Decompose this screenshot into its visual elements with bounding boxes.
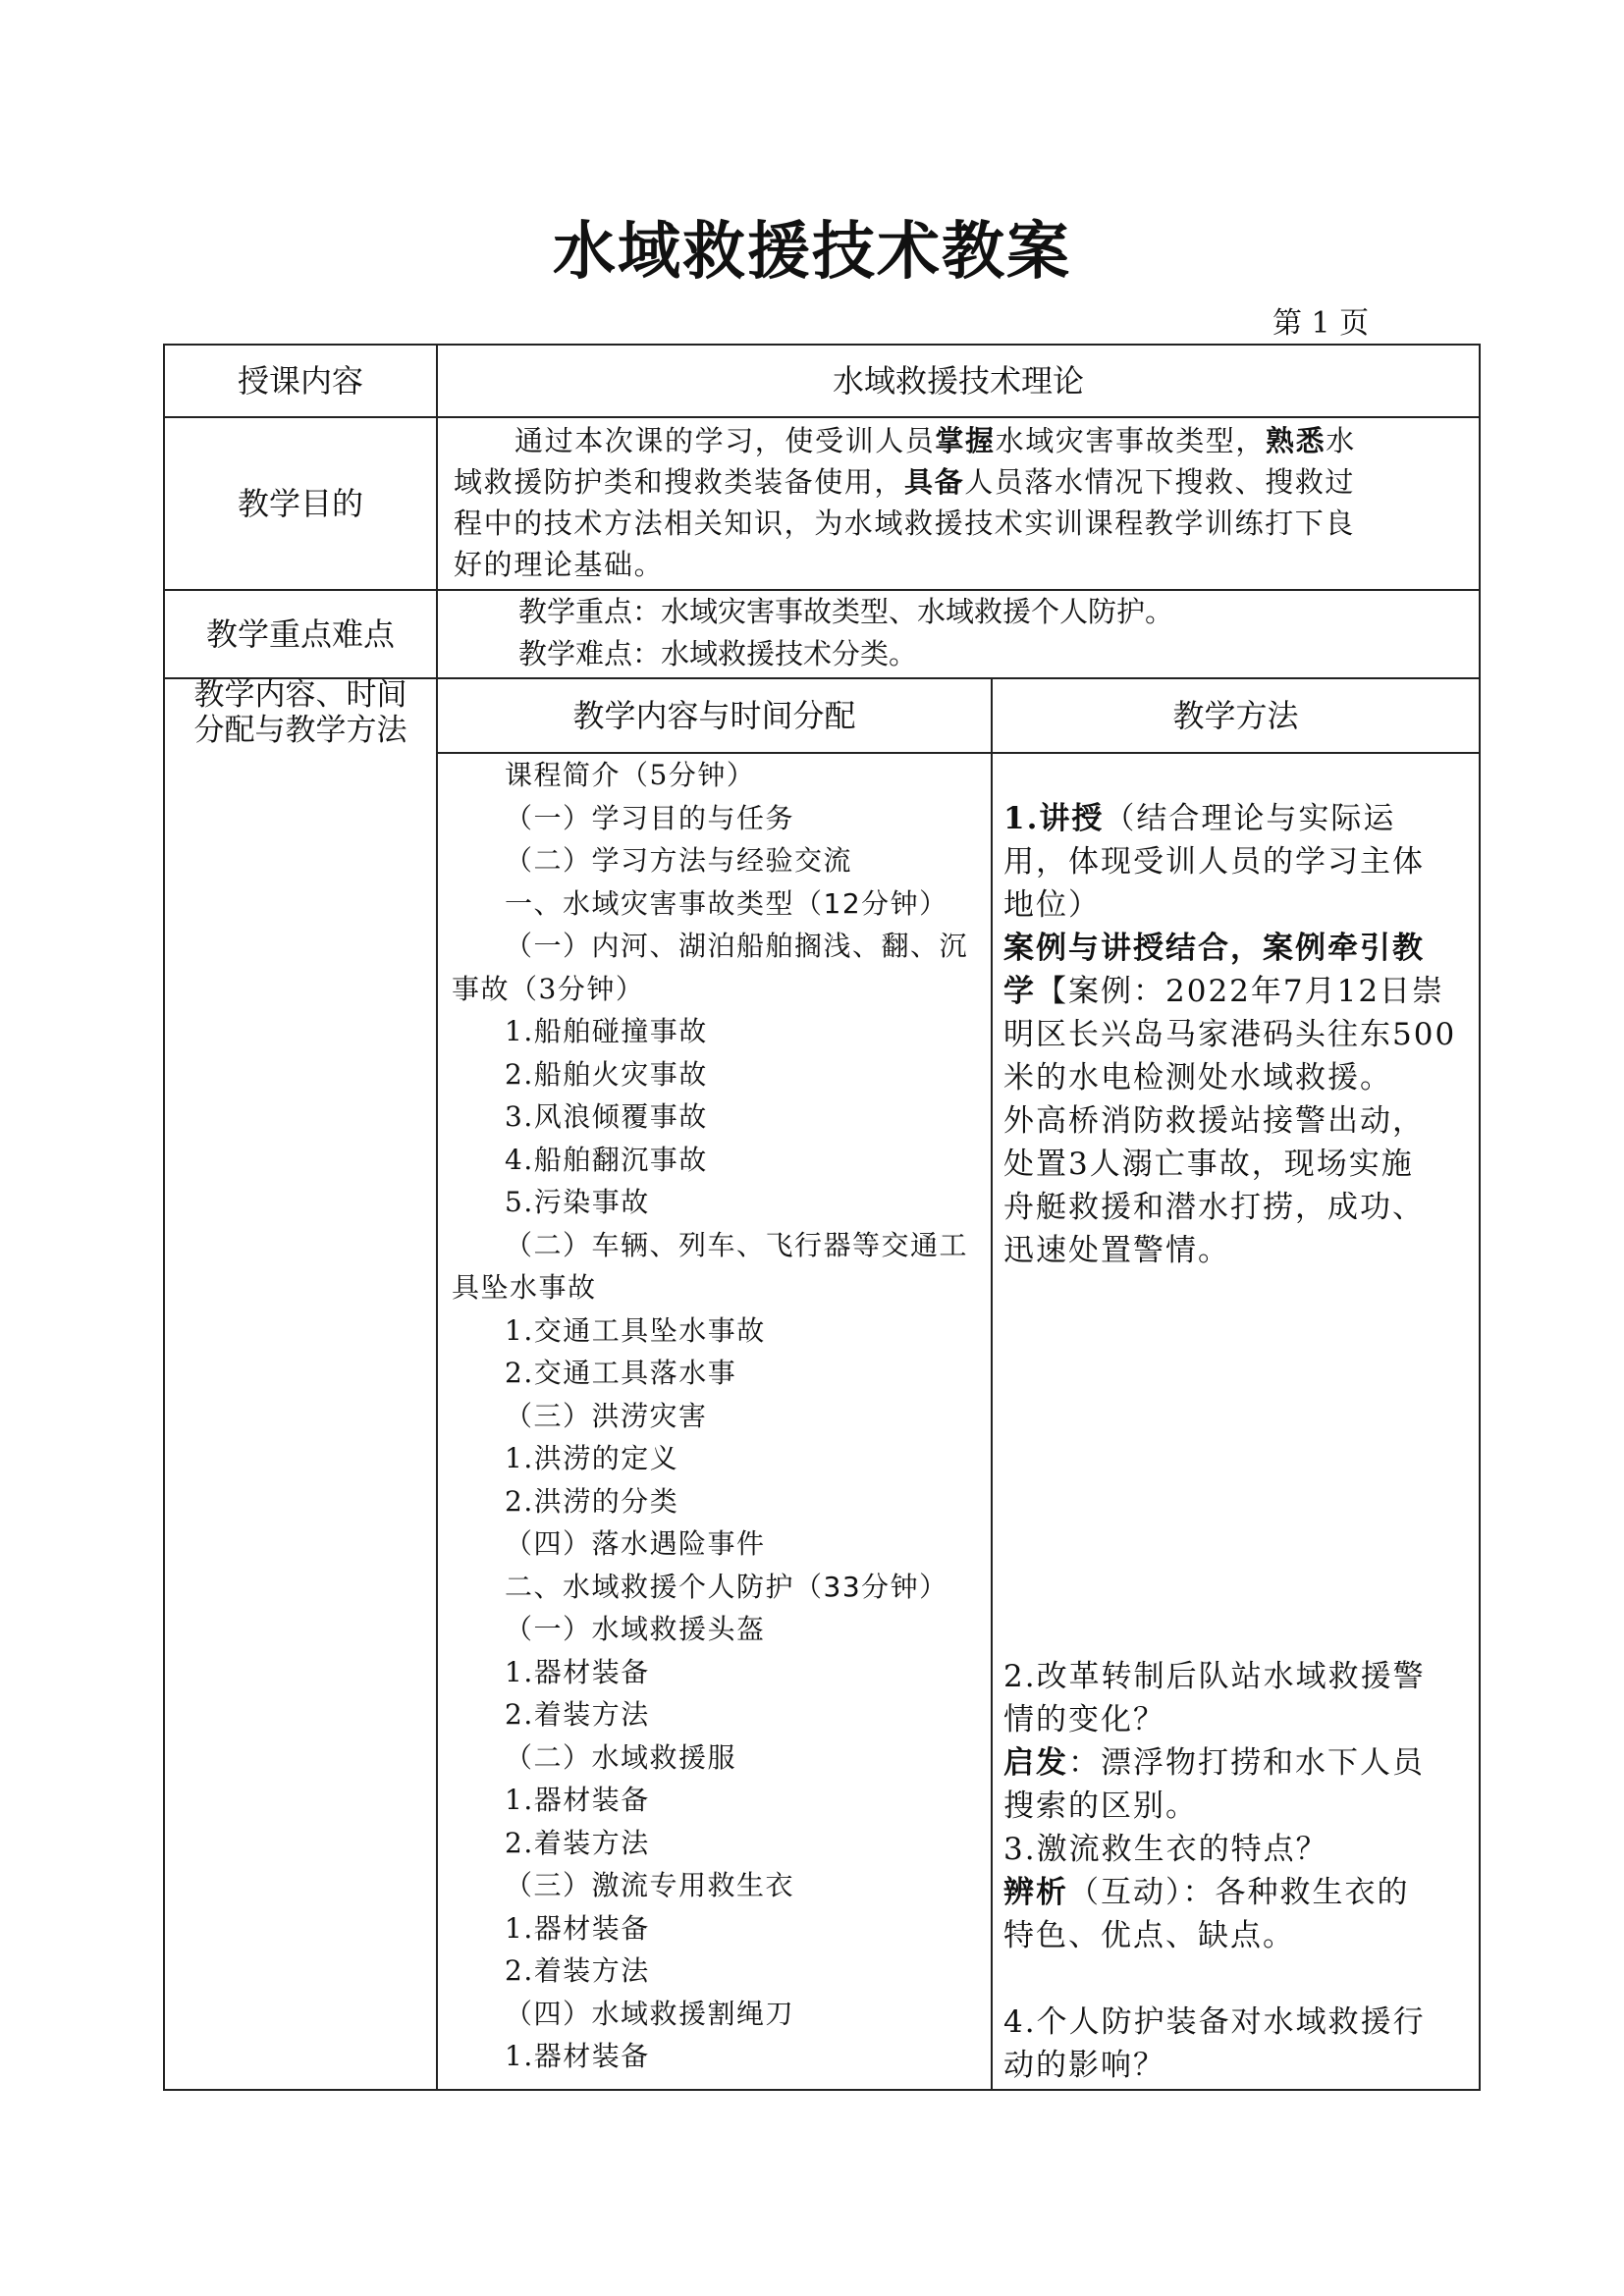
emphasis-text: 案例与讲授结合，案例牵引教 [1003,931,1425,966]
objective-line [454,461,1465,503]
table-rule [436,344,438,2091]
method-line [1003,1828,1328,1871]
method-line [1003,2044,1165,2087]
text-segment: 好的理论基础。 [454,548,665,581]
table-rule [1479,344,1481,2091]
text-segment: 迅速处置警情。 [1003,1233,1230,1268]
content-item: 事故（3分钟） [452,972,645,1005]
text-segment: 搜索的区别。 [1003,1789,1198,1824]
text-segment: 2.改革转制后队站水域救援警 [1003,1659,1426,1694]
document-title: 水域救援技术教案 [553,215,1071,289]
emphasis-text: 熟悉 [1266,424,1326,457]
text-segment: 通过本次课的学习，使受训人员 [514,424,936,457]
method-line [1003,1013,1456,1056]
text-segment: 水 [1326,424,1356,457]
content-item: （三）激流专用救生衣 [505,1869,795,1901]
method-line [1003,797,1395,840]
header-teaching-method: 教学方法 [1172,697,1299,734]
page-number: 第 1 页 [1272,306,1370,341]
content-item: 1.船舶碰撞事故 [505,1015,708,1047]
method-line [1003,1741,1425,1785]
text-segment: 【案例：2022年7月12日崇 [1036,974,1445,1009]
text-segment: 明区长兴岛马家港码头往东500 [1003,1017,1457,1052]
emphasis-text: 具备 [904,465,965,499]
difficult-points-text: 教学难点：水域救援技术分类。 [518,637,918,670]
text-segment: （互动）：各种救生衣的 [1068,1875,1410,1910]
objective-line [454,503,1465,544]
text-segment: 特色、优点、缺点。 [1003,1918,1295,1953]
content-item: 1.器材装备 [505,1784,650,1816]
content-item: 2.着装方法 [505,1698,650,1731]
method-line [1003,1056,1392,1099]
content-item: 5.污染事故 [505,1186,650,1218]
content-item: 1.器材装备 [505,1911,650,1945]
emphasis-text: 启发 [1003,1745,1068,1781]
emphasis-text: 学 [1003,974,1036,1009]
method-line [1003,1655,1426,1698]
content-item: （四）落水遇险事件 [505,1527,766,1560]
text-segment: 米的水电检测处水域救援。 [1003,1060,1392,1095]
content-item: 1.洪涝的定义 [505,1442,679,1474]
text-segment: 4.个人防护装备对水域救援行 [1003,2004,1426,2040]
table-rule [163,2089,1481,2091]
content-item: （一）内河、湖泊船舶搁浅、翻、沉 [505,930,969,962]
content-item: 1.交通工具坠水事故 [505,1313,766,1347]
text-segment: ：漂浮物打捞和水下人员 [1068,1745,1425,1781]
method-line [1003,2001,1426,2044]
text-segment: 动的影响？ [1003,2048,1165,2083]
key-points-text: 教学重点：水域灾害事故类型、水域救援个人防护。 [518,595,1174,628]
text-segment: 程中的技术方法相关知识，为水域救援技术实训课程教学训练打下良 [454,507,1356,540]
method-line [1003,1229,1230,1272]
method-line [1003,1871,1410,1914]
content-item: （二）车辆、列车、飞行器等交通工 [505,1228,969,1261]
content-item: （四）水域救援割绳刀 [505,1997,795,2030]
emphasis-text: 1.讲授 [1003,801,1105,836]
text-segment: 用，体现受训人员的学习主体 [1003,844,1425,880]
method-line [1003,1698,1165,1741]
text-segment: 处置3人溺亡事故，现场实施 [1003,1147,1414,1182]
content-item: 2.船舶火灾事故 [505,1057,708,1091]
content-item: 二、水域救援个人防护（33分钟） [505,1570,948,1603]
table-rule [991,677,993,2091]
content-item: 课程简介（5分钟） [505,759,756,791]
method-line [1003,1186,1425,1229]
content-item: 2.着装方法 [505,1826,650,1859]
header-content-time-allocation: 教学内容与时间分配 [572,697,856,734]
teaching-objective-text [454,420,1465,587]
text-segment: 外高桥消防救援站接警出动， [1003,1103,1425,1139]
content-item: （三）洪涝灾害 [505,1399,708,1432]
content-item: （一）学习目的与任务 [505,801,795,834]
text-segment: 情的变化？ [1003,1702,1165,1737]
objective-line [454,544,1465,585]
emphasis-text: 掌握 [935,424,996,457]
content-item: 2.着装方法 [505,1954,650,1987]
method-line [1003,840,1425,883]
content-item: （一）水域救援头盔 [505,1613,766,1645]
objective-line [454,420,1465,461]
label-content-time-method-line1: 教学内容、时间 [193,677,407,713]
content-item: 一、水域灾害事故类型（12分钟） [505,886,948,920]
content-item: （二）学习方法与经验交流 [505,844,853,877]
label-key-difficult-points: 教学重点难点 [205,615,395,653]
content-item: 1.器材装备 [505,2040,650,2072]
method-line [1003,1785,1198,1828]
text-segment: 地位） [1003,887,1101,923]
course-content-value: 水域救援技术理论 [832,362,1084,400]
content-item: 4.船舶翻沉事故 [505,1143,708,1176]
label-content-time-method-line2: 分配与教学方法 [193,713,407,748]
content-item: （二）水域救援服 [505,1740,737,1774]
method-line [1003,1914,1295,1957]
text-segment: 3.激流救生衣的特点？ [1003,1832,1328,1867]
content-item: 具坠水事故 [452,1271,597,1304]
emphasis-text: 辨析 [1003,1875,1068,1910]
label-course-content: 授课内容 [237,362,363,400]
text-segment: （结合理论与实际运 [1104,801,1396,836]
method-line [1003,1099,1425,1143]
content-item: 1.器材装备 [505,1655,650,1688]
method-line [1003,970,1444,1013]
method-line [1003,883,1101,927]
text-segment: 人员落水情况下搜救、搜救过 [964,465,1356,499]
method-line [1003,1143,1414,1186]
method-line [1003,927,1425,970]
text-segment: 舟艇救援和潜水打捞，成功、 [1003,1190,1425,1225]
content-item: 3.风浪倾覆事故 [505,1100,708,1133]
text-segment: 域救援防护类和搜救类装备使用， [454,465,905,499]
text-segment: 水域灾害事故类型， [995,424,1267,457]
content-item: 2.交通工具落水事 [505,1357,737,1389]
content-item: 2.洪涝的分类 [505,1484,679,1518]
label-teaching-objective: 教学目的 [237,485,363,522]
